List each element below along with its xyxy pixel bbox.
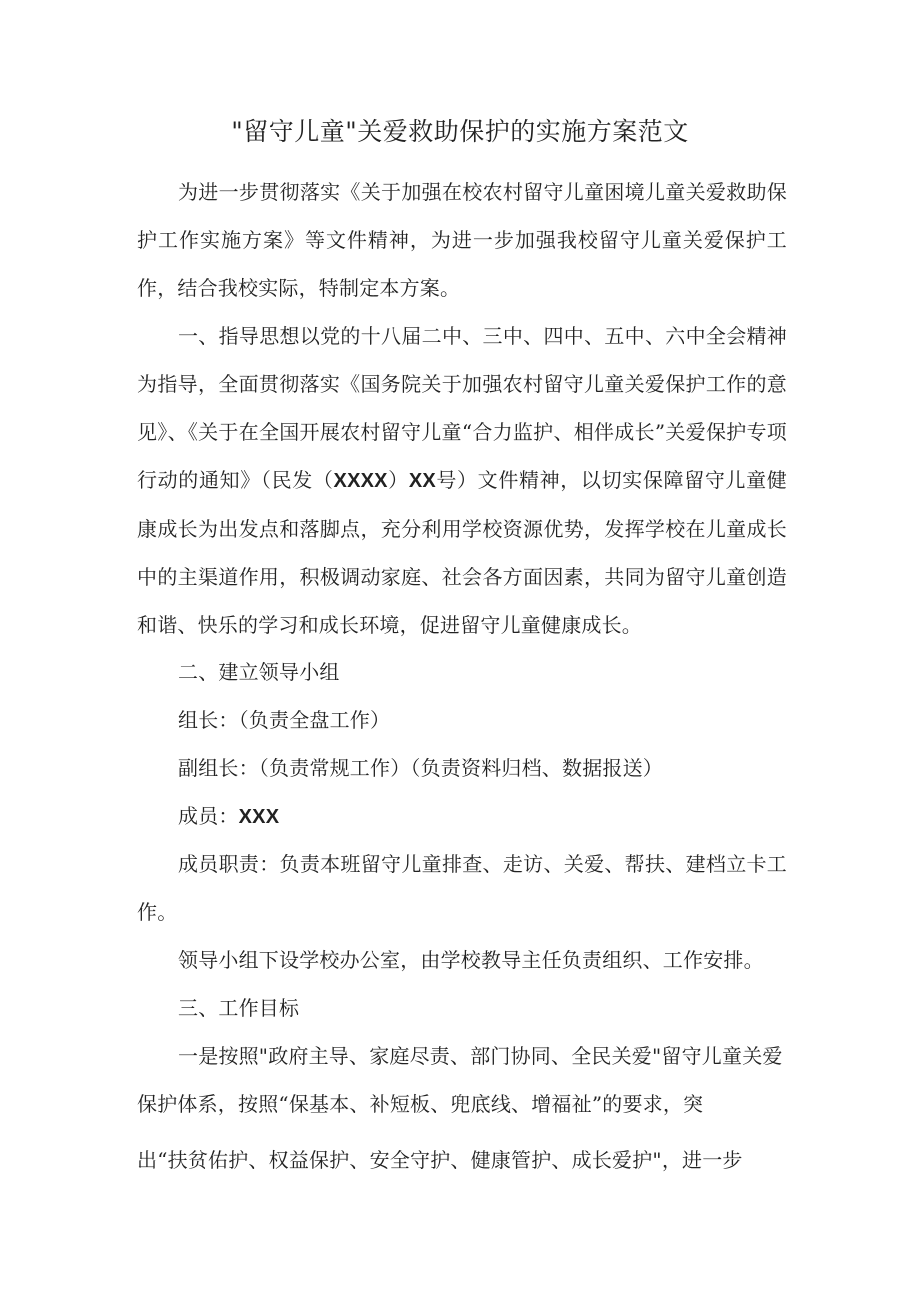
goal-line-1: 一是按照"政府主导、家庭尽责、部门协同、全民关爱"留守儿童关爱 <box>178 1044 783 1068</box>
members-value: XXX <box>238 806 280 828</box>
guiding-ideology-text-end: 号）文件精神，以切实保障留守儿童健康成长为出发点和落脚点，充分利用学校资源优势，发挥学校在儿童成长中的主渠道作用，积极调动家庭、社会各方面因素，共同为留守儿童创造和谐、快乐的学习和成长环境，促进留守儿童健康成长。 <box>137 468 788 637</box>
members-line <box>137 792 787 841</box>
goal-line-2: 保护体系，按照“保基本、补短板、兜底线、增福祉”的要求，突 <box>137 1092 704 1116</box>
members-label: 成员： <box>178 804 239 828</box>
member-duties-paragraph: 成员职责：负责本班留守儿童排查、走访、关爱、帮扶、建档立卡工作。 <box>137 852 787 924</box>
intro-paragraph: 为进一步贯彻落实《关于加强在校农村留守儿童困境儿童关爱救助保护工作实施方案》等文件精神，为进一步加强我校留守儿童关爱保护工作，结合我校实际，特制定本方案。 <box>137 180 787 300</box>
document-number-serial: XX <box>408 470 436 492</box>
document-number-separator: ） <box>387 468 409 492</box>
guiding-ideology-paragraph <box>137 312 787 649</box>
leader-line: 组长：（负责全盘工作） <box>178 708 391 732</box>
document-title: "留守儿童"关爱救助保护的实施方案范文 <box>231 117 689 146</box>
guiding-ideology-text-start: 一、指导思想以党的十八届二中、三中、四中、五中、六中全会精神为指导，全面贯彻落实《国务院关于加强农村留守儿童关爱保护工作的意见》、《关于在全国开展农村留守儿童“合力监护、相伴成长”关爱保护专项行动的通知》（民发（ <box>137 324 787 492</box>
section-heading-leadership-group: 二、建立领导小组 <box>178 660 340 684</box>
document-number-year: XXXX <box>333 470 388 492</box>
goal-line-3: 出“扶贫佑护、权益保护、安全守护、健康管护、成长爱护"，进一步 <box>137 1148 743 1172</box>
office-line: 领导小组下设学校办公室，由学校教导主任负责组织、工作安排。 <box>178 948 764 972</box>
section-heading-work-goals: 三、工作目标 <box>178 996 300 1020</box>
deputy-leader-line: 副组长：（负责常规工作）（负责资料归档、数据报送） <box>178 756 663 780</box>
